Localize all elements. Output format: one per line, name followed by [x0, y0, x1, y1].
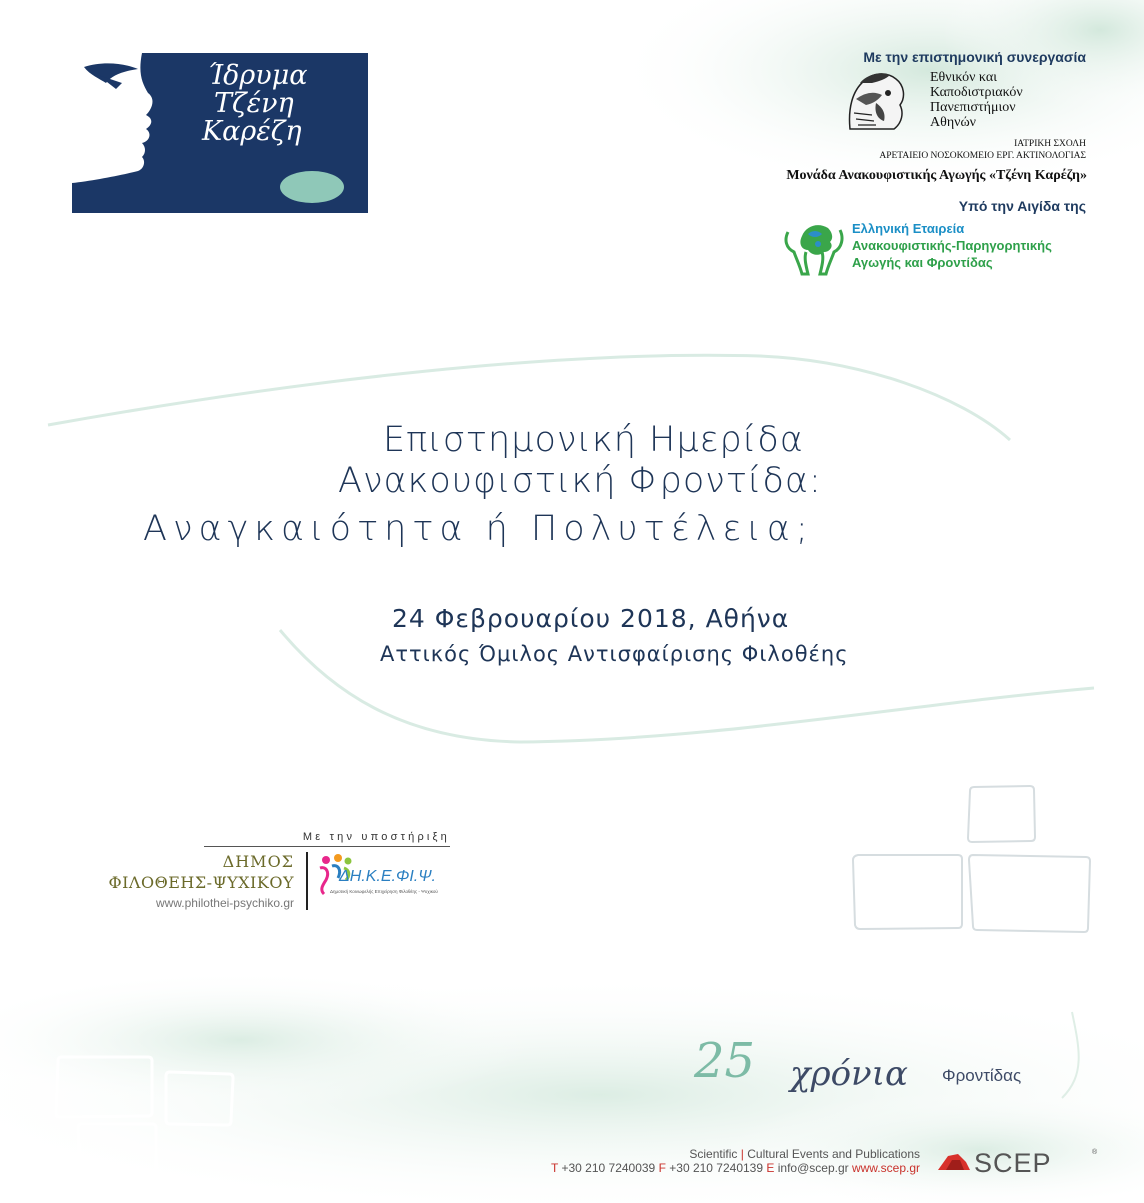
event-venue: Αττικός Όμιλος Αντισφαίρισης Φιλοθέης [380, 642, 849, 666]
scep-logo-icon [936, 1150, 972, 1174]
university-athena-seal-icon [842, 69, 910, 133]
municipality-url: www.philothei-psychiko.gr [155, 896, 294, 910]
organizer-contacts [400, 1161, 920, 1175]
palliative-society-name [852, 220, 1092, 271]
event-date: 24 Φεβρουαρίου 2018, Αθήνα [392, 604, 790, 633]
society-line: Αγωγής και Φροντίδας [852, 255, 993, 270]
karezi-line-1: Ίδρυμα [208, 60, 308, 91]
tagline-part-1: Scientific [689, 1147, 738, 1161]
email-value: info@scep.gr [777, 1161, 849, 1175]
event-title-line-3: Αναγκαιότητα ή Πολυτέλεια; [143, 509, 814, 549]
fax-value: +30 210 7240139 [669, 1161, 764, 1175]
municipality-name: ΦΙΛΟΘΕΗΣ-ΨΥΧΙΚΟΥ [108, 873, 294, 892]
phone-value: +30 210 7240039 [561, 1161, 656, 1175]
support-divider [306, 852, 308, 910]
phone-label: T [551, 1161, 559, 1175]
university-name-line: Αθηνών [930, 115, 977, 130]
medical-school-name: ΙΑΤΡΙΚΗ ΣΧΟΛΗ [1014, 139, 1086, 149]
hospital-name: ΑΡΕΤΑΙΕΙΟ ΝΟΣΟΚΟΜΕΙΟ ΕΡΓ. ΑΚΤΙΝΟΛΟΓΙΑΣ [879, 151, 1086, 161]
event-title-line-1: Επιστημονική Ημερίδα [383, 420, 804, 460]
auspices-heading: Υπό την Αιγίδα της [958, 198, 1086, 214]
dikefip-name: ΔΗ.Κ.Ε.ΦΙ.Ψ. [339, 868, 436, 885]
scep-wordmark: SCEP [974, 1148, 1052, 1178]
support-heading: Με την υποστήριξη [302, 831, 450, 843]
university-name-line: Εθνικόν και [930, 70, 997, 85]
karezi-foundation-name [198, 62, 368, 146]
email-label: E [766, 1161, 775, 1175]
tagline-separator: | [740, 1147, 744, 1161]
event-title-line-2: Ανακουφιστική Φροντίδα: [338, 461, 822, 501]
university-name-line: Καποδιστριακόν [930, 85, 1023, 100]
dikefip-full-name: Δημοτική Κοινωφελής Επιχείρηση Φιλοθέης - Ψυχικού [330, 889, 438, 894]
collaboration-heading: Με την επιστημονική συνεργασία [863, 49, 1086, 65]
support-rule [204, 846, 450, 847]
society-line: Ανακουφιστικής-Παρηγορητικής [852, 238, 1052, 253]
medical-school-info [700, 138, 1086, 162]
university-name-line: Πανεπιστήμιον [930, 100, 1016, 115]
anniversary-word: χρόνια [790, 1054, 909, 1094]
society-line: Ελληνική Εταιρεία [852, 221, 965, 236]
university-name [930, 70, 1090, 130]
organizer-tagline [560, 1147, 920, 1161]
karezi-line-3: Καρέζη [202, 116, 302, 147]
anniversary-care: Φροντίδας [942, 1066, 1022, 1085]
fax-label: F [658, 1161, 666, 1175]
anniversary-number: 25 [694, 1033, 756, 1089]
website-link[interactable]: www.scep.gr [851, 1161, 920, 1175]
palliative-unit-name: Μονάδα Ανακουφιστικής Αγωγής «Τζένη Καρέζη» [786, 168, 1087, 183]
palliative-society-logo [782, 218, 846, 276]
karezi-line-2: Τζένη [214, 88, 294, 119]
tagline-part-2: Cultural Events and Publications [747, 1147, 920, 1161]
municipality-label: ΔΗΜΟΣ [222, 852, 294, 871]
registered-mark: ® [1092, 1149, 1098, 1156]
